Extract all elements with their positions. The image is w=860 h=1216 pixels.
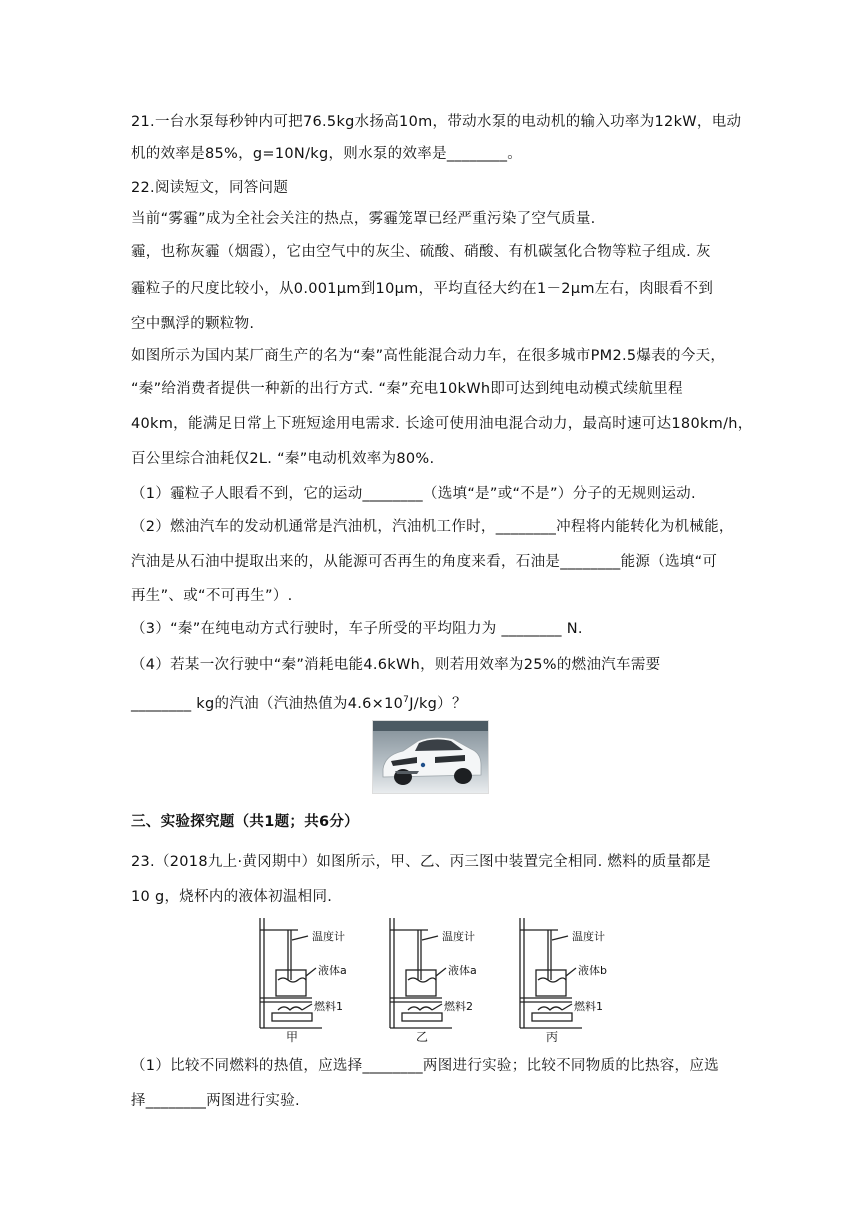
label-liquid-bing: 液体b bbox=[578, 964, 607, 977]
q22-sub-1: （1）霾粒子人眼看不到，它的运动________（选填“是”或“不是”）分子的无规则运动. bbox=[131, 486, 696, 502]
label-thermometer-jia: 温度计 bbox=[312, 930, 345, 943]
experiment-apparatus-figure bbox=[250, 918, 610, 1044]
q22-paragraph-3-line-2: “秦”给消费者提供一种新的出行方式. “秦”充电10kWh即可达到纯电动模式续航里程 bbox=[131, 381, 683, 397]
label-thermometer-yi: 温度计 bbox=[442, 930, 475, 943]
label-liquid-yi: 液体a bbox=[448, 964, 477, 977]
label-fuel-jia: 燃料1 bbox=[314, 1000, 343, 1013]
caption-bing: 丙 bbox=[546, 1030, 559, 1044]
q22-title: 22.阅读短文，同答问题 bbox=[131, 180, 289, 196]
q22-sub-2-line-3: 再生”、或“不可再生”）. bbox=[131, 588, 293, 604]
q22-sub-2-line-2: 汽油是从石油中提取出来的，从能源可否再生的角度来看，石油是________能源（选填“可 bbox=[131, 554, 718, 570]
q22-sub-3: （3）“秦”在纯电动方式行驶时，车子所受的平均阻力为 ________ N. bbox=[131, 621, 583, 637]
q23-sub-1-line-2: 择________两图进行实验. bbox=[131, 1093, 300, 1109]
q22-paragraph-3-line-4: 百公里综合油耗仅2L. “秦”电动机效率为80%. bbox=[131, 451, 435, 467]
label-fuel-yi: 燃料2 bbox=[444, 1000, 473, 1013]
q23-sub-1-line-1: （1）比较不同燃料的热值，应选择________两图进行实验；比较不同物质的比热容，应选 bbox=[131, 1058, 719, 1074]
q21-line-1: 21.一台水泵每秒钟内可把76.5kg水扬高10m，带动水泵的电动机的输入功率为12kW，电动 bbox=[131, 114, 742, 130]
section-3-heading: 三、实验探究题（共1题；共6分） bbox=[131, 814, 359, 830]
q23-line-1: 23.（2018九上·黄冈期中）如图所示，甲、乙、丙三图中装置完全相同. 燃料的质量都是 bbox=[131, 854, 711, 870]
q22-sub-4-exponent: 7 bbox=[403, 695, 410, 705]
q22-sub-4-text-b: J/kg）？ bbox=[409, 695, 467, 712]
q22-paragraph-2-line-2: 霾粒子的尺度比较小，从0.001μm到10μm，平均直径大约在1－2μm左右，肉眼看不到 bbox=[131, 281, 714, 297]
apparatus-drawing bbox=[250, 918, 610, 1044]
label-thermometer-bing: 温度计 bbox=[572, 930, 605, 943]
q22-paragraph-2-line-3: 空中飘浮的颗粒物. bbox=[131, 316, 255, 332]
car-illustration bbox=[373, 721, 488, 793]
q22-sub-4-text-a: ________ kg的汽油（汽油热值为4.6×10 bbox=[131, 695, 404, 712]
q22-paragraph-1: 当前“雾霾”成为全社会关注的热点，雾霾笼罩已经严重污染了空气质量. bbox=[131, 211, 596, 227]
q22-paragraph-3-line-1: 如图所示为国内某厂商生产的名为“秦”高性能混合动力车，在很多城市PM2.5爆表的今天， bbox=[131, 348, 726, 364]
label-fuel-bing: 燃料1 bbox=[574, 1000, 603, 1013]
caption-yi: 乙 bbox=[416, 1030, 429, 1044]
q22-sub-4-line-2 bbox=[131, 690, 467, 714]
q22-paragraph-3-line-3: 40km，能满足日常上下班短途用电需求. 长途可使用油电混合动力，最高时速可达180km/h， bbox=[131, 416, 753, 432]
caption-jia: 甲 bbox=[286, 1030, 299, 1044]
q22-paragraph-2-line-1: 霾，也称灰霾（烟霞），它由空气中的灰尘、硫酸、硝酸、有机碳氢化合物等粒子组成. 灰 bbox=[131, 244, 711, 260]
q22-sub-4-line-1: （4）若某一次行驶中“秦”消耗电能4.6kWh，则若用效率为25%的燃油汽车需要 bbox=[131, 657, 661, 673]
car-photo bbox=[372, 720, 489, 794]
q23-line-2: 10 g，烧杯内的液体初温相同. bbox=[131, 889, 333, 905]
q21-line-2: 机的效率是85%，g=10N/kg，则水泵的效率是________。 bbox=[131, 146, 523, 162]
q22-sub-2-line-1: （2）燃油汽车的发动机通常是汽油机，汽油机工作时，________冲程将内能转化为机械能， bbox=[131, 519, 734, 535]
label-liquid-jia: 液体a bbox=[318, 964, 347, 977]
